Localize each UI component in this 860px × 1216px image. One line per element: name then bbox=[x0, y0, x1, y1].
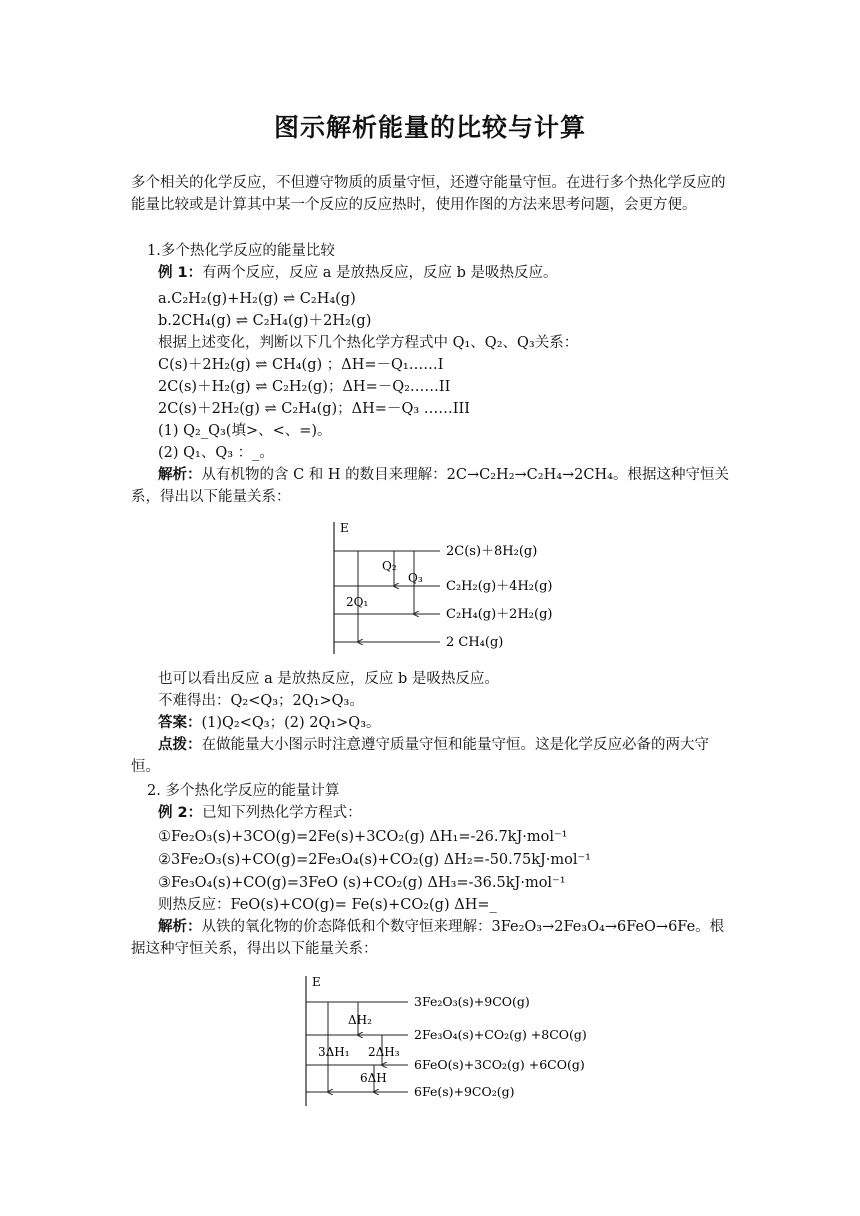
tip-paragraph bbox=[131, 734, 731, 778]
level-label-2: C₂H₂(g)＋4H₂(g) bbox=[446, 579, 553, 594]
arrow-label-2dh3: 2ΔH₃ bbox=[368, 1045, 400, 1059]
energy-diagram-2 bbox=[290, 972, 600, 1112]
level-label-4: 2 CH₄(g) bbox=[446, 635, 504, 650]
equation-3: 2C(s)＋2H₂(g) ⇌ C₂H₄(g)；ΔH=－Q₃ ……III bbox=[158, 401, 470, 417]
answer-text: (1)Q₂<Q₃；(2) 2Q₁>Q₃。 bbox=[201, 715, 381, 731]
tip-label: 点拨： bbox=[158, 737, 202, 753]
arrow-label-6dh: 6ΔH bbox=[360, 1071, 387, 1085]
arrow-label-2q1: 2Q₁ bbox=[346, 595, 369, 609]
example1-line bbox=[158, 262, 558, 284]
arrow-label-q3: Q₃ bbox=[408, 571, 423, 585]
answer-label: 答案： bbox=[158, 715, 202, 731]
page-title: 图示解析能量的比较与计算 bbox=[273, 113, 586, 142]
axis-label-e-2: E bbox=[312, 975, 321, 989]
fe-equation-3: ③Fe₃O₄(s)+CO(g)=3FeO (s)+CO₂(g) ΔH₃=-36.5kJ·mol⁻¹ bbox=[158, 875, 566, 891]
arrow-label-q2: Q₂ bbox=[382, 559, 397, 573]
fe-level-label-3: 6FeO(s)+3CO₂(g) +6CO(g) bbox=[414, 1057, 585, 1072]
section1-heading: 1.多个热化学反应的能量比较 bbox=[147, 243, 335, 259]
level-label-1: 2C(s)＋8H₂(g) bbox=[446, 544, 538, 559]
level-label-3: C₂H₄(g)＋2H₂(g) bbox=[446, 607, 553, 622]
analysis2-text: 从铁的氧化物的价态降低和个数守恒来理解：3Fe₂O₃→2Fe₃O₄→6FeO→6Fe。根据这种守恒关系，得出以下能量关系： bbox=[131, 919, 725, 957]
reaction-b: b.2CH₄(g) ⇌ C₂H₄(g)＋2H₂(g) bbox=[158, 313, 372, 329]
equation-2: 2C(s)＋H₂(g) ⇌ C₂H₂(g)；ΔH=－Q₂……II bbox=[158, 379, 451, 395]
question-2: (2) Q₁、Q₃ ：_。 bbox=[158, 445, 274, 461]
tip-text: 在做能量大小图示时注意遵守质量守恒和能量守恒。这是化学反应必备的两大守恒。 bbox=[131, 737, 709, 775]
example1-question: 根据上述变化，判断以下几个热化学方程式中 Q₁、Q₂、Q₃关系： bbox=[158, 335, 579, 351]
analysis1-paragraph bbox=[131, 464, 731, 508]
axis-label-e: E bbox=[340, 521, 349, 535]
analysis2-paragraph bbox=[131, 916, 731, 960]
example2-text: 已知下列热化学方程式： bbox=[202, 805, 362, 821]
fe-equation-2: ②3Fe₂O₃(s)+CO(g)=2Fe₃O₄(s)+CO₂(g) ΔH₂=-50.75kJ·mol⁻¹ bbox=[158, 852, 591, 868]
fe-level-label-4: 6Fe(s)+9CO₂(g) bbox=[414, 1084, 515, 1099]
example1-label: 例 1： bbox=[158, 265, 203, 281]
arrow-label-3dh1: 3ΔH₁ bbox=[318, 1045, 350, 1059]
reaction-a: a.C₂H₂(g)+H₂(g) ⇌ C₂H₄(g) bbox=[158, 291, 356, 307]
fe-equation-1: ①Fe₂O₃(s)+3CO(g)=2Fe(s)+3CO₂(g) ΔH₁=-26.7kJ·mol⁻¹ bbox=[158, 829, 568, 845]
analysis1-label: 解析： bbox=[158, 467, 202, 483]
equation-1: C(s)＋2H₂(g) ⇌ CH₄(g) ；ΔH=－Q₁……I bbox=[158, 357, 444, 373]
fe-level-label-2: 2Fe₃O₄(s)+CO₂(g) +8CO(g) bbox=[414, 1027, 587, 1042]
example2-label: 例 2： bbox=[158, 805, 203, 821]
after-diagram-1-line-2: 不难得出：Q₂<Q₃；2Q₁>Q₃。 bbox=[158, 693, 364, 709]
analysis2-label: 解析： bbox=[158, 919, 202, 935]
energy-diagram-1 bbox=[318, 518, 568, 658]
example2-line bbox=[158, 802, 362, 824]
answer-line bbox=[158, 712, 381, 734]
intro-paragraph: 多个相关的化学反应，不但遵守物质的质量守恒，还遵守能量守恒。在进行多个热化学反应的能量比较或是计算其中某一个反应的反应热时，使用作图的方法来思考问题，会更方便。 bbox=[131, 175, 726, 213]
after-diagram-1-line-1: 也可以看出反应 a 是放热反应，反应 b 是吸热反应。 bbox=[158, 671, 499, 687]
question-1: (1) Q₂_Q₃(填>、<、=)。 bbox=[158, 423, 332, 439]
section2-heading: 2. 多个热化学反应的能量计算 bbox=[147, 783, 340, 799]
fe-question: 则热反应：FeO(s)+CO(g)= Fe(s)+CO₂(g) ΔH=_ bbox=[158, 897, 497, 913]
example1-text: 有两个反应，反应 a 是放热反应，反应 b 是吸热反应。 bbox=[202, 265, 558, 281]
fe-level-label-1: 3Fe₂O₃(s)+9CO(g) bbox=[414, 994, 530, 1009]
analysis1-text: 从有机物的含 C 和 H 的数目来理解：2C→C₂H₂→C₂H₄→2CH₄。根据这种守恒关系，得出以下能量关系： bbox=[131, 467, 729, 505]
arrow-label-dh2: ΔH₂ bbox=[348, 1013, 372, 1027]
